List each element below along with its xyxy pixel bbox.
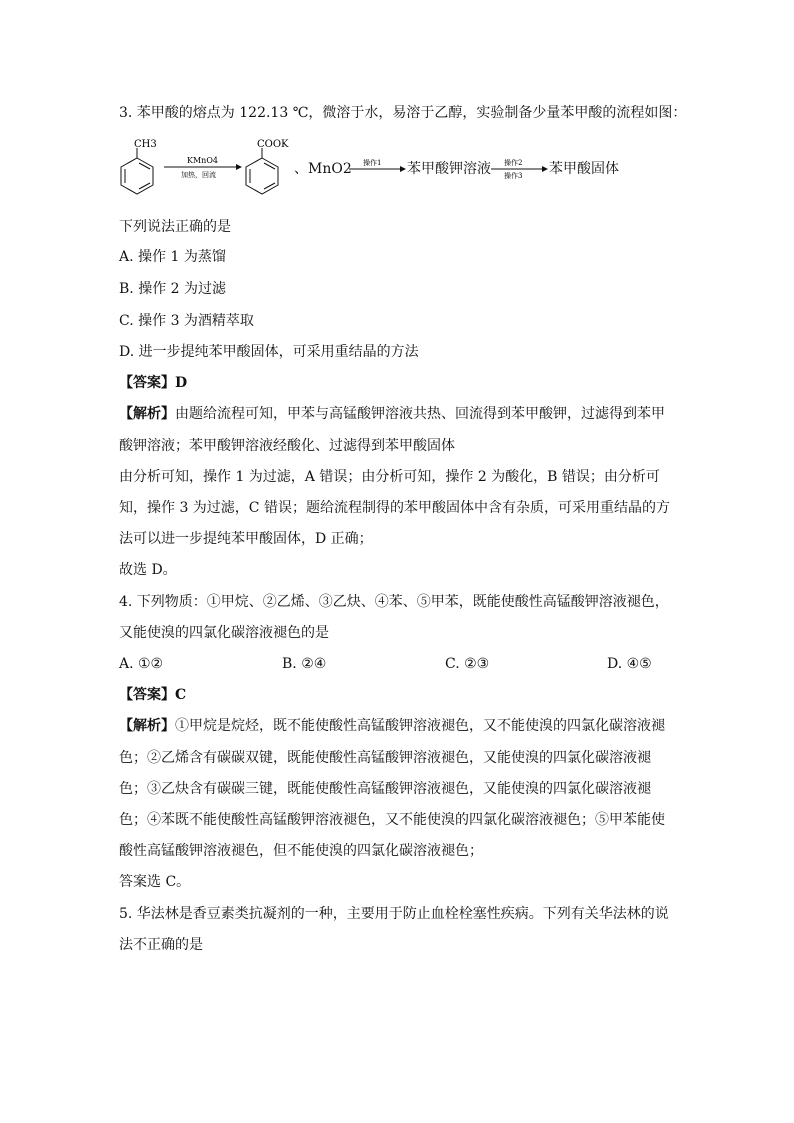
q3-analysis-label: 【解析】 — [119, 406, 175, 422]
q4-stem-line-2: 又能使溴的四氯化碳溶液褪色的是 — [119, 625, 329, 641]
operation-3-label: 操作3 — [504, 172, 523, 180]
q4-analysis-line-2: 色；②乙烯含有碳碳双键，既能使酸性高锰酸钾溶液褪色，又能使溴的四氯化碳溶液褪 — [119, 750, 651, 766]
operation-1-label: 操作1 — [363, 159, 382, 167]
q4-option-d: D. ④⑤ — [607, 656, 652, 672]
q5-stem-line-2: 法不正确的是 — [119, 937, 203, 953]
byproduct-mno2: 、MnO2 — [294, 161, 352, 177]
q3-answer: 【答案】D — [119, 375, 188, 391]
solution-label: 苯甲酸钾溶液 — [407, 161, 491, 177]
q3-analysis-line-2: 酸钾溶液；苯甲酸钾溶液经酸化、过滤得到苯甲酸固体 — [119, 438, 455, 454]
q4-analysis-line-5: 酸性高锰酸钾溶液褪色，但不能使溴的四氯化碳溶液褪色； — [119, 843, 483, 859]
q3-option-c: C. 操作 3 为酒精萃取 — [119, 313, 254, 329]
q3-stem: 3. 苯甲酸的熔点为 122.13 ℃，微溶于水，易溶于乙醇，实验制备少量苯甲酸的流程如图： — [119, 105, 687, 121]
reaction-arrow-1 — [164, 156, 242, 180]
q4-option-b: B. ②④ — [282, 656, 327, 672]
q3-analysis-line-4: 知，操作 3 为过滤，C 错误；题给流程制得的苯甲酸固体中含有杂质，可采用重结晶的方 — [119, 500, 670, 516]
toluene-structure — [121, 139, 157, 194]
q4-option-a: A. ①② — [119, 656, 164, 672]
q3-analysis-line-5: 法可以进一步提纯苯甲酸固体，D 正确； — [119, 531, 373, 547]
q4-option-c: C. ②③ — [445, 656, 490, 672]
operation-2-label: 操作2 — [504, 159, 523, 167]
q4-answer: 【答案】C — [119, 687, 187, 703]
q4-analysis-line-3: 色；③乙炔含有碳碳三键，既能使酸性高锰酸钾溶液褪色，又能使溴的四氯化碳溶液褪 — [119, 781, 651, 797]
q4-conclusion: 答案选 C。 — [119, 874, 191, 890]
q4-analysis-line-4: 色；④苯既不能使酸性高锰酸钾溶液褪色，又不能使溴的四氯化碳溶液褪色；⑤甲苯能使 — [119, 812, 665, 828]
q3-reaction-scheme — [119, 136, 679, 196]
reagent-kmno4: KMnO4 — [187, 156, 218, 165]
q4-analysis-label: 【解析】 — [119, 718, 175, 734]
q3-analysis-line-1: 【解析】由题给流程可知，甲苯与高锰酸钾溶液共热、回流得到苯甲酸钾，过滤得到苯甲 — [119, 406, 665, 422]
operation-2-3-arrow — [491, 158, 548, 180]
q3-conclusion: 故选 D。 — [119, 562, 177, 578]
q4-stem-line-1: 4. 下列物质：①甲烷、②乙烯、③乙炔、④苯、⑤甲苯，既能使酸性高锰酸钾溶液褪色， — [119, 594, 669, 610]
reagent-condition: 加热，回流 — [181, 171, 216, 179]
q3-analysis-line-3: 由分析可知，操作 1 为过滤，A 错误；由分析可知，操作 2 为酸化，B 错误；由分析可 — [119, 469, 660, 485]
q3-option-d: D. 进一步提纯苯甲酸固体，可采用重结晶的方法 — [119, 344, 419, 360]
q3-option-b: B. 操作 2 为过滤 — [119, 281, 226, 297]
benzoate-substituent: COOK — [257, 139, 289, 150]
q3-option-a: A. 操作 1 为蒸馏 — [119, 249, 226, 265]
q5-stem-line-1: 5. 华法林是香豆素类抗凝剂的一种，主要用于防止血栓栓塞性疾病。下列有关华法林的说 — [119, 906, 669, 922]
operation-1-arrow — [349, 158, 406, 172]
solid-label: 苯甲酸固体 — [549, 161, 619, 177]
q3-ask: 下列说法正确的是 — [119, 219, 231, 235]
toluene-substituent: CH3 — [134, 139, 157, 150]
potassium-benzoate-structure — [246, 139, 289, 194]
q4-analysis-line-1: 【解析】①甲烷是烷烃，既不能使酸性高锰酸钾溶液褪色，又不能使溴的四氯化碳溶液褪 — [119, 718, 665, 734]
